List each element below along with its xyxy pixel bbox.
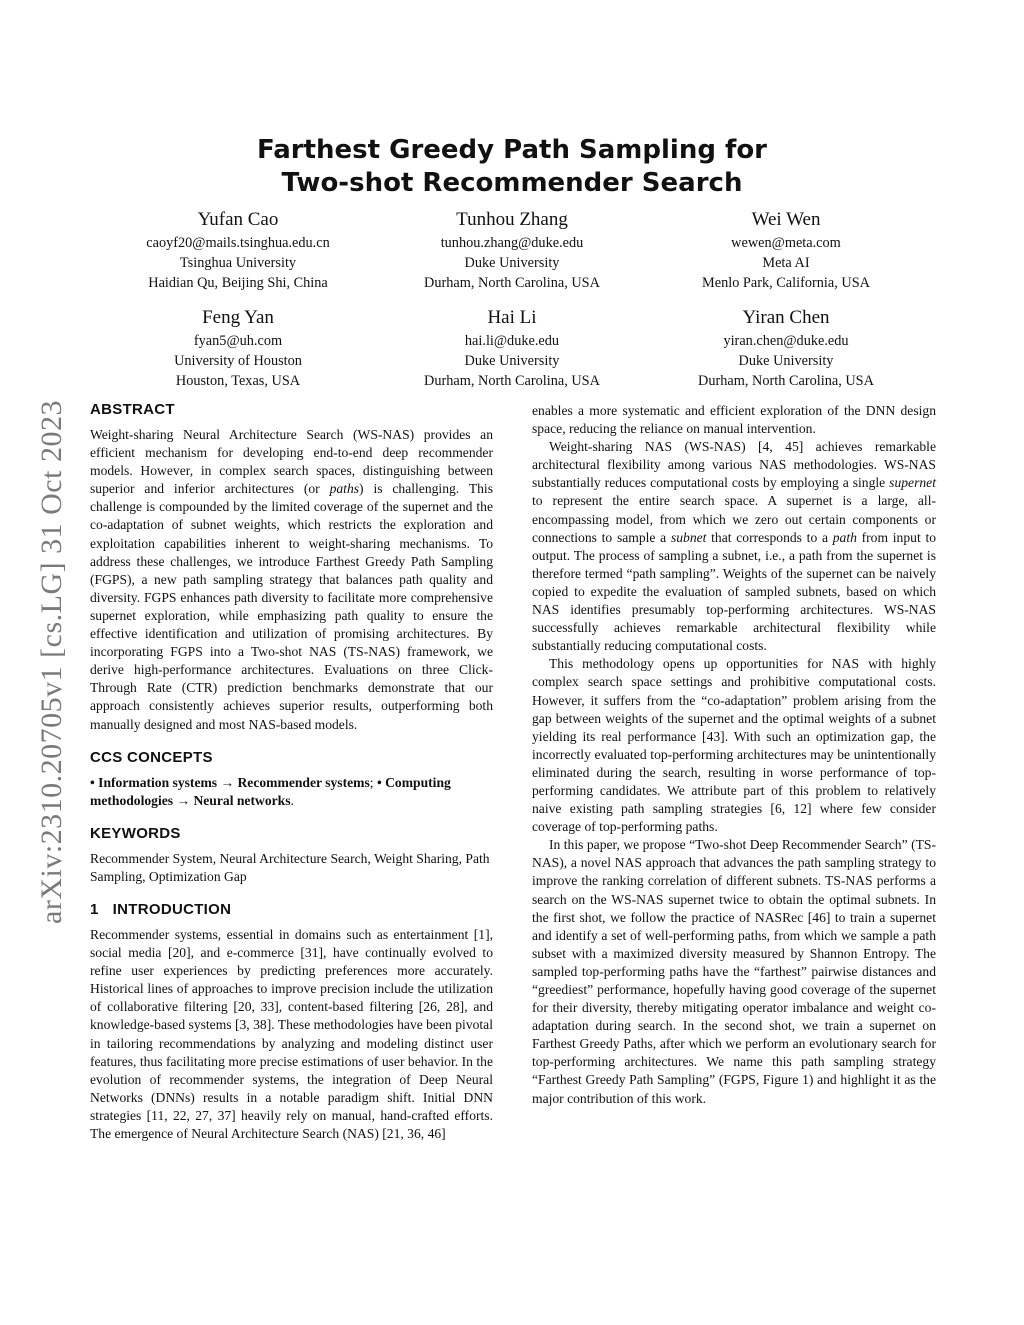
author-affiliation: Duke University <box>464 353 560 369</box>
author-block <box>88 208 388 293</box>
intro-paragraph-4: In this paper, we propose “Two-shot Deep Recommender Search” (TS-NAS), a novel NAS approach that advances the path sampling strategy to improve the ranking correlation of different subnets. TS-NAS performs a search on the WS-NAS supernet twice to obtain the optimal subnets. In the first shot, we follow the practice of NASRec [46] to train a supernet and identify a set of well-performing paths, from which we sample a path subset with a maximized diversity measured by Shannon Entropy. The sampled top-performing paths have the “farthest” pairwise distances and “greediest” performance, hopefully having good coverage of the supernet for their diversity, thereby mitigating operator imbalance and weight co-adaptation during search. In the second shot, we train a supernet on Farthest Greedy Paths, after which we perform an evolutionary search for top-performing architectures. We name this path sampling strategy “Farthest Greedy Path Sampling” (FGPS, Figure 1) and highlight it as the major contribution of this work. <box>532 837 936 1106</box>
abstract-emphasis: paths <box>329 481 360 497</box>
keywords-text: Recommender System, Neural Architecture Search, Weight Sharing, Path Sampling, Optimization Gap <box>90 850 490 884</box>
left-column <box>90 400 493 1143</box>
author-location: Menlo Park, California, USA <box>702 275 870 291</box>
author-email: tunhou.zhang@duke.edu <box>440 235 584 251</box>
abstract-heading: ABSTRACT <box>90 401 175 418</box>
author-name: Tunhou Zhang <box>456 209 568 230</box>
author-location: Durham, North Carolina, USA <box>424 373 600 389</box>
intro-paragraph-1-continued: enables a more systematic and efficient exploration of the DNN design space, reducing the reliance on manual intervention. <box>532 403 936 437</box>
ccs-item: • Information systems → Recommender systems <box>90 774 370 790</box>
author-block <box>88 306 388 391</box>
author-name: Yiran Chen <box>742 307 830 328</box>
author-email: yiran.chen@duke.edu <box>723 333 849 349</box>
author-block <box>362 306 662 391</box>
author-affiliation: Tsinghua University <box>179 255 297 271</box>
author-name: Hai Li <box>487 307 537 328</box>
keywords-heading: KEYWORDS <box>90 824 181 842</box>
author-email: fyan5@uh.com <box>193 333 283 349</box>
author-location: Haidian Qu, Beijing Shi, China <box>148 275 328 291</box>
author-affiliation: Duke University <box>738 353 834 369</box>
title-line-2: Two-shot Recommender Search <box>281 168 743 198</box>
intro-paragraph-2: Weight-sharing NAS (WS-NAS) [4, 45] achieves remarkable architectural flexibility among various NAS methodologies. WS-NAS substantially reduces computational costs by employing a single supernet to represent the entire search space. A supernet is a large, all-encompassing model, from which we zero out certain components or connections to sample a subnet that corresponds to a path from input to output. The process of sampling a subnet, i.e., a path from the supernet is therefore termed “path sampling”. Weights of the supernet can be naively copied to expedite the evaluation of sampled subnets, based on which NAS identifies presumably top-performing architectures. WS-NAS successfully achieves remarkable architectural flexibility while substantially reducing computational costs. <box>532 439 937 654</box>
intro-paragraph-1: Recommender systems, essential in domains such as entertainment [1], social media [20], and e-commerce [31], have continually evolved to refine user experiences by predicting preferences more accurately. Historical lines of approaches to improve precision include the utilization of collaborative filtering [20, 33], content-based filtering [26, 28], and knowledge-based systems [3, 38]. These methodologies have been pivotal in tailoring recommendations by analyzing and modeling distinct user features, thus facilitating more precise estimations of user behavior. In the evolution of recommender systems, the integration of Deep Neural Networks (DNNs) results in a notable paradigm shift. Initial DNN strategies [11, 22, 27, 37] heavily rely on manual, hand-crafted efforts. The emergence of Neural Architecture Search (NAS) [21, 36, 46] <box>90 926 493 1141</box>
paper-title <box>0 134 1024 200</box>
author-block <box>636 208 936 293</box>
author-name: Yufan Cao <box>197 209 279 230</box>
arxiv-identifier: arXiv:2310.20705v1 [cs.LG] 31 Oct 2023 <box>35 400 68 924</box>
ccs-item: • Computing methodologies → Neural networks <box>90 774 451 808</box>
author-email: wewen@meta.com <box>731 235 841 251</box>
section-number: 1 <box>90 900 99 918</box>
author-affiliation: Meta AI <box>762 255 810 271</box>
author-email: caoyf20@mails.tsinghua.edu.cn <box>146 235 330 251</box>
author-location: Durham, North Carolina, USA <box>424 275 600 291</box>
author-location: Houston, Texas, USA <box>175 373 301 389</box>
intro-heading: 1 INTRODUCTION <box>90 900 232 918</box>
ccs-heading: CCS CONCEPTS <box>90 748 213 766</box>
author-affiliation: University of Houston <box>174 353 302 369</box>
author-name: Feng Yan <box>202 307 274 328</box>
title-line-1: Farthest Greedy Path Sampling for <box>256 135 768 165</box>
abstract-text: Weight-sharing Neural Architecture Search (WS-NAS) provides an efficient mechanism for developing end-to-end deep recommender models. However, in complex search spaces, distinguishing between superior and inferior architectures (or paths) is challenging. This challenge is compounded by the limited coverage of the supernet and the co-adaptation of subnet weights, which restricts the exploration and exploitation capabilities inherent to weight-sharing mechanisms. To address these challenges, we introduce Farthest Greedy Path Sampling (FGPS), a new path sampling strategy that balances path quality and diversity. FGPS enhances path diversity to facilitate more comprehensive supernet exploration, while emphasizing path quality to ensure the effective identification and utilization of promising architectures. By incorporating FGPS into a Two-shot NAS (TS-NAS) framework, we derive high-performance architectures. Evaluations on three Click-Through Rate (CTR) prediction benchmarks demonstrate that our approach consistently achieves superior results, outperforming both manually designed and most NAS-based models. <box>90 427 493 732</box>
author-name: Wei Wen <box>751 209 821 230</box>
author-location: Durham, North Carolina, USA <box>698 373 874 389</box>
ccs-concepts: • Information systems → Recommender systems; • Computing methodologies → Neural networks. <box>90 774 451 808</box>
author-block <box>636 306 936 391</box>
author-email: hai.li@duke.edu <box>464 333 560 349</box>
author-block <box>362 208 662 293</box>
intro-paragraph-3: This methodology opens up opportunities for NAS with highly complex search space settings and prohibitive computational costs. However, it suffers from the “co-adaptation” problem arising from the gap between weights of the supernet and the optimal weights of a subnet yielding its real performance [43]. With such an optimization gap, the incorrectly evaluated top-performing architectures may be unintentionally eliminated during the search, resulting in worse performance of top-performing candidates. We attribute part of this problem to relatively naive existing path sampling strategies [6, 12] where few consider coverage of top-performing paths. <box>532 656 936 835</box>
right-column <box>532 402 936 1108</box>
author-affiliation: Duke University <box>464 255 560 271</box>
